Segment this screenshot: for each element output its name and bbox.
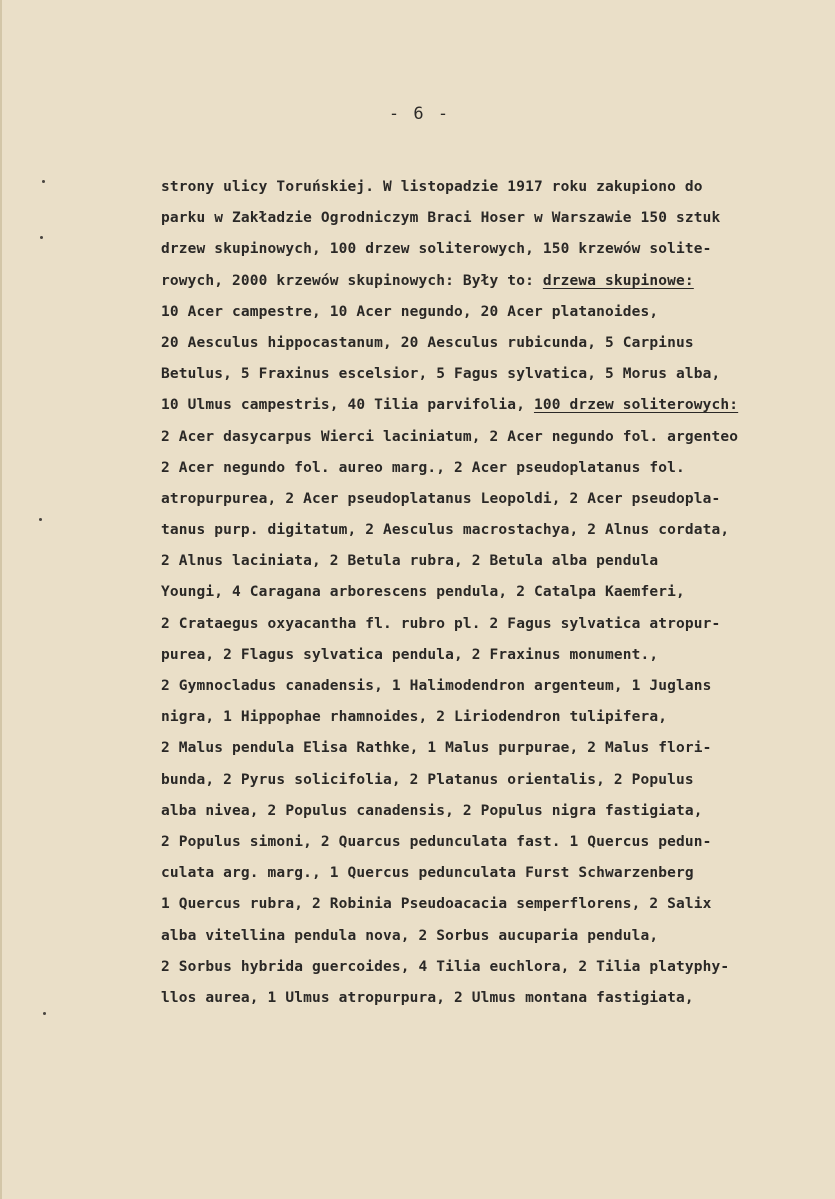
page-number: - 6 - [388,104,451,124]
text-segment: 2 Acer negundo fol. aureo marg., 2 Acer pseudoplatanus fol. [161,459,685,476]
margin-mark [42,180,45,183]
text-line [161,671,835,702]
text-segment: nigra, 1 Hippophae rhamnoides, 2 Liriodendron tulipifera, [161,709,668,726]
text-segment: llos aurea, 1 Ulmus atropurpura, 2 Ulmus montana fastigiata, [161,989,694,1006]
text-segment: drzew skupinowych, 100 drzew soliterowych, 150 krzewów solite- [161,241,712,258]
text-segment: atropurpurea, 2 Acer pseudoplatanus Leopoldi, 2 Acer pseudopla- [161,490,721,507]
text-segment: bunda, 2 Pyrus solicifolia, 2 Platanus orientalis, 2 Populus [161,771,694,788]
text-line [161,983,835,1014]
text-line [161,733,835,764]
margin-mark [39,518,42,521]
text-segment: purea, 2 Flagus sylvatica pendula, 2 Fraxinus monument., [161,646,659,663]
text-segment: rowych, 2000 krzewów skupinowych: Były to: [161,272,543,289]
margin-mark [40,236,43,239]
text-segment: 2 Gymnocladus canadensis, 1 Halimodendron argenteum, 1 Juglans [161,678,712,694]
text-line [161,484,835,515]
underlined-heading: 100 drzew soliterowych: [533,397,739,414]
text-line [161,234,835,265]
text-segment: alba nivea, 2 Populus canadensis, 2 Populus nigra fastigiata, [161,802,703,819]
text-segment: 2 Sorbus hybrida guercoides, 4 Tilia euchlora, 2 Tilia platyphy- [161,958,730,975]
text-segment: Youngi, 4 Caragana arborescens pendula, 2 Catalpa Kaemferi, [161,584,685,601]
text-line [161,921,835,952]
text-line [161,827,835,858]
text-segment: culata arg. marg., 1 Quercus pedunculata Furst Schwarzenberg [161,865,694,882]
text-line [161,609,835,640]
text-segment: 2 Acer dasycarpus Wierci laciniatum, 2 Acer negundo fol. argenteo [161,428,739,445]
text-segment: 2 Crataegus oxyacantha fl. rubro pl. 2 Fagus sylvatica atropur- [161,615,721,632]
text-segment: tanus purp. digitatum, 2 Aesculus macrostachya, 2 Alnus cordata, [161,522,730,539]
text-line [161,765,835,796]
text-segment: Betulus, 5 Fraxinus escelsior, 5 Fagus sylvatica, 5 Morus alba, [161,366,721,383]
text-line [161,858,835,889]
text-segment: 10 Acer campestre, 10 Acer negundo, 20 Acer platanoides, [161,303,659,320]
text-line [161,889,835,920]
text-line [161,328,835,359]
text-segment: 10 Ulmus campestris, 40 Tilia parvifolia, [161,397,534,414]
text-segment: 2 Alnus laciniata, 2 Betula rubra, 2 Betula alba pendula [161,553,659,570]
text-line [161,422,835,453]
text-line [161,702,835,733]
text-segment: 1 Quercus rubra, 2 Robinia Pseudoacacia semperflorens, 2 Salix [161,896,712,913]
text-segment: 2 Malus pendula Elisa Rathke, 1 Malus purpurae, 2 Malus flori- [161,740,712,757]
margin-mark [43,1012,46,1015]
typed-text-body [161,172,835,1014]
text-line [161,952,835,983]
text-line [161,359,835,390]
text-line [161,203,835,234]
text-line [161,515,835,546]
text-segment: parku w Zakładzie Ogrodniczym Braci Hoser w Warszawie 150 sztuk [161,210,721,227]
underlined-heading: drzewa skupinowe: [542,272,694,289]
text-segment: 2 Populus simoni, 2 Quarcus pedunculata fast. 1 Quercus pedun- [161,833,712,850]
text-line [161,297,835,328]
text-line [161,172,835,203]
text-line [161,266,835,297]
text-segment: alba vitellina pendula nova, 2 Sorbus aucuparia pendula, [161,927,659,944]
text-line [161,577,835,608]
text-line [161,546,835,577]
text-line [161,796,835,827]
text-line [161,390,835,421]
text-segment: 20 Aesculus hippocastanum, 20 Aesculus rubicunda, 5 Carpinus [161,334,694,351]
text-line [161,640,835,671]
text-segment: strony ulicy Toruńskiej. W listopadzie 1917 roku zakupiono do [161,179,703,195]
text-line [161,453,835,484]
